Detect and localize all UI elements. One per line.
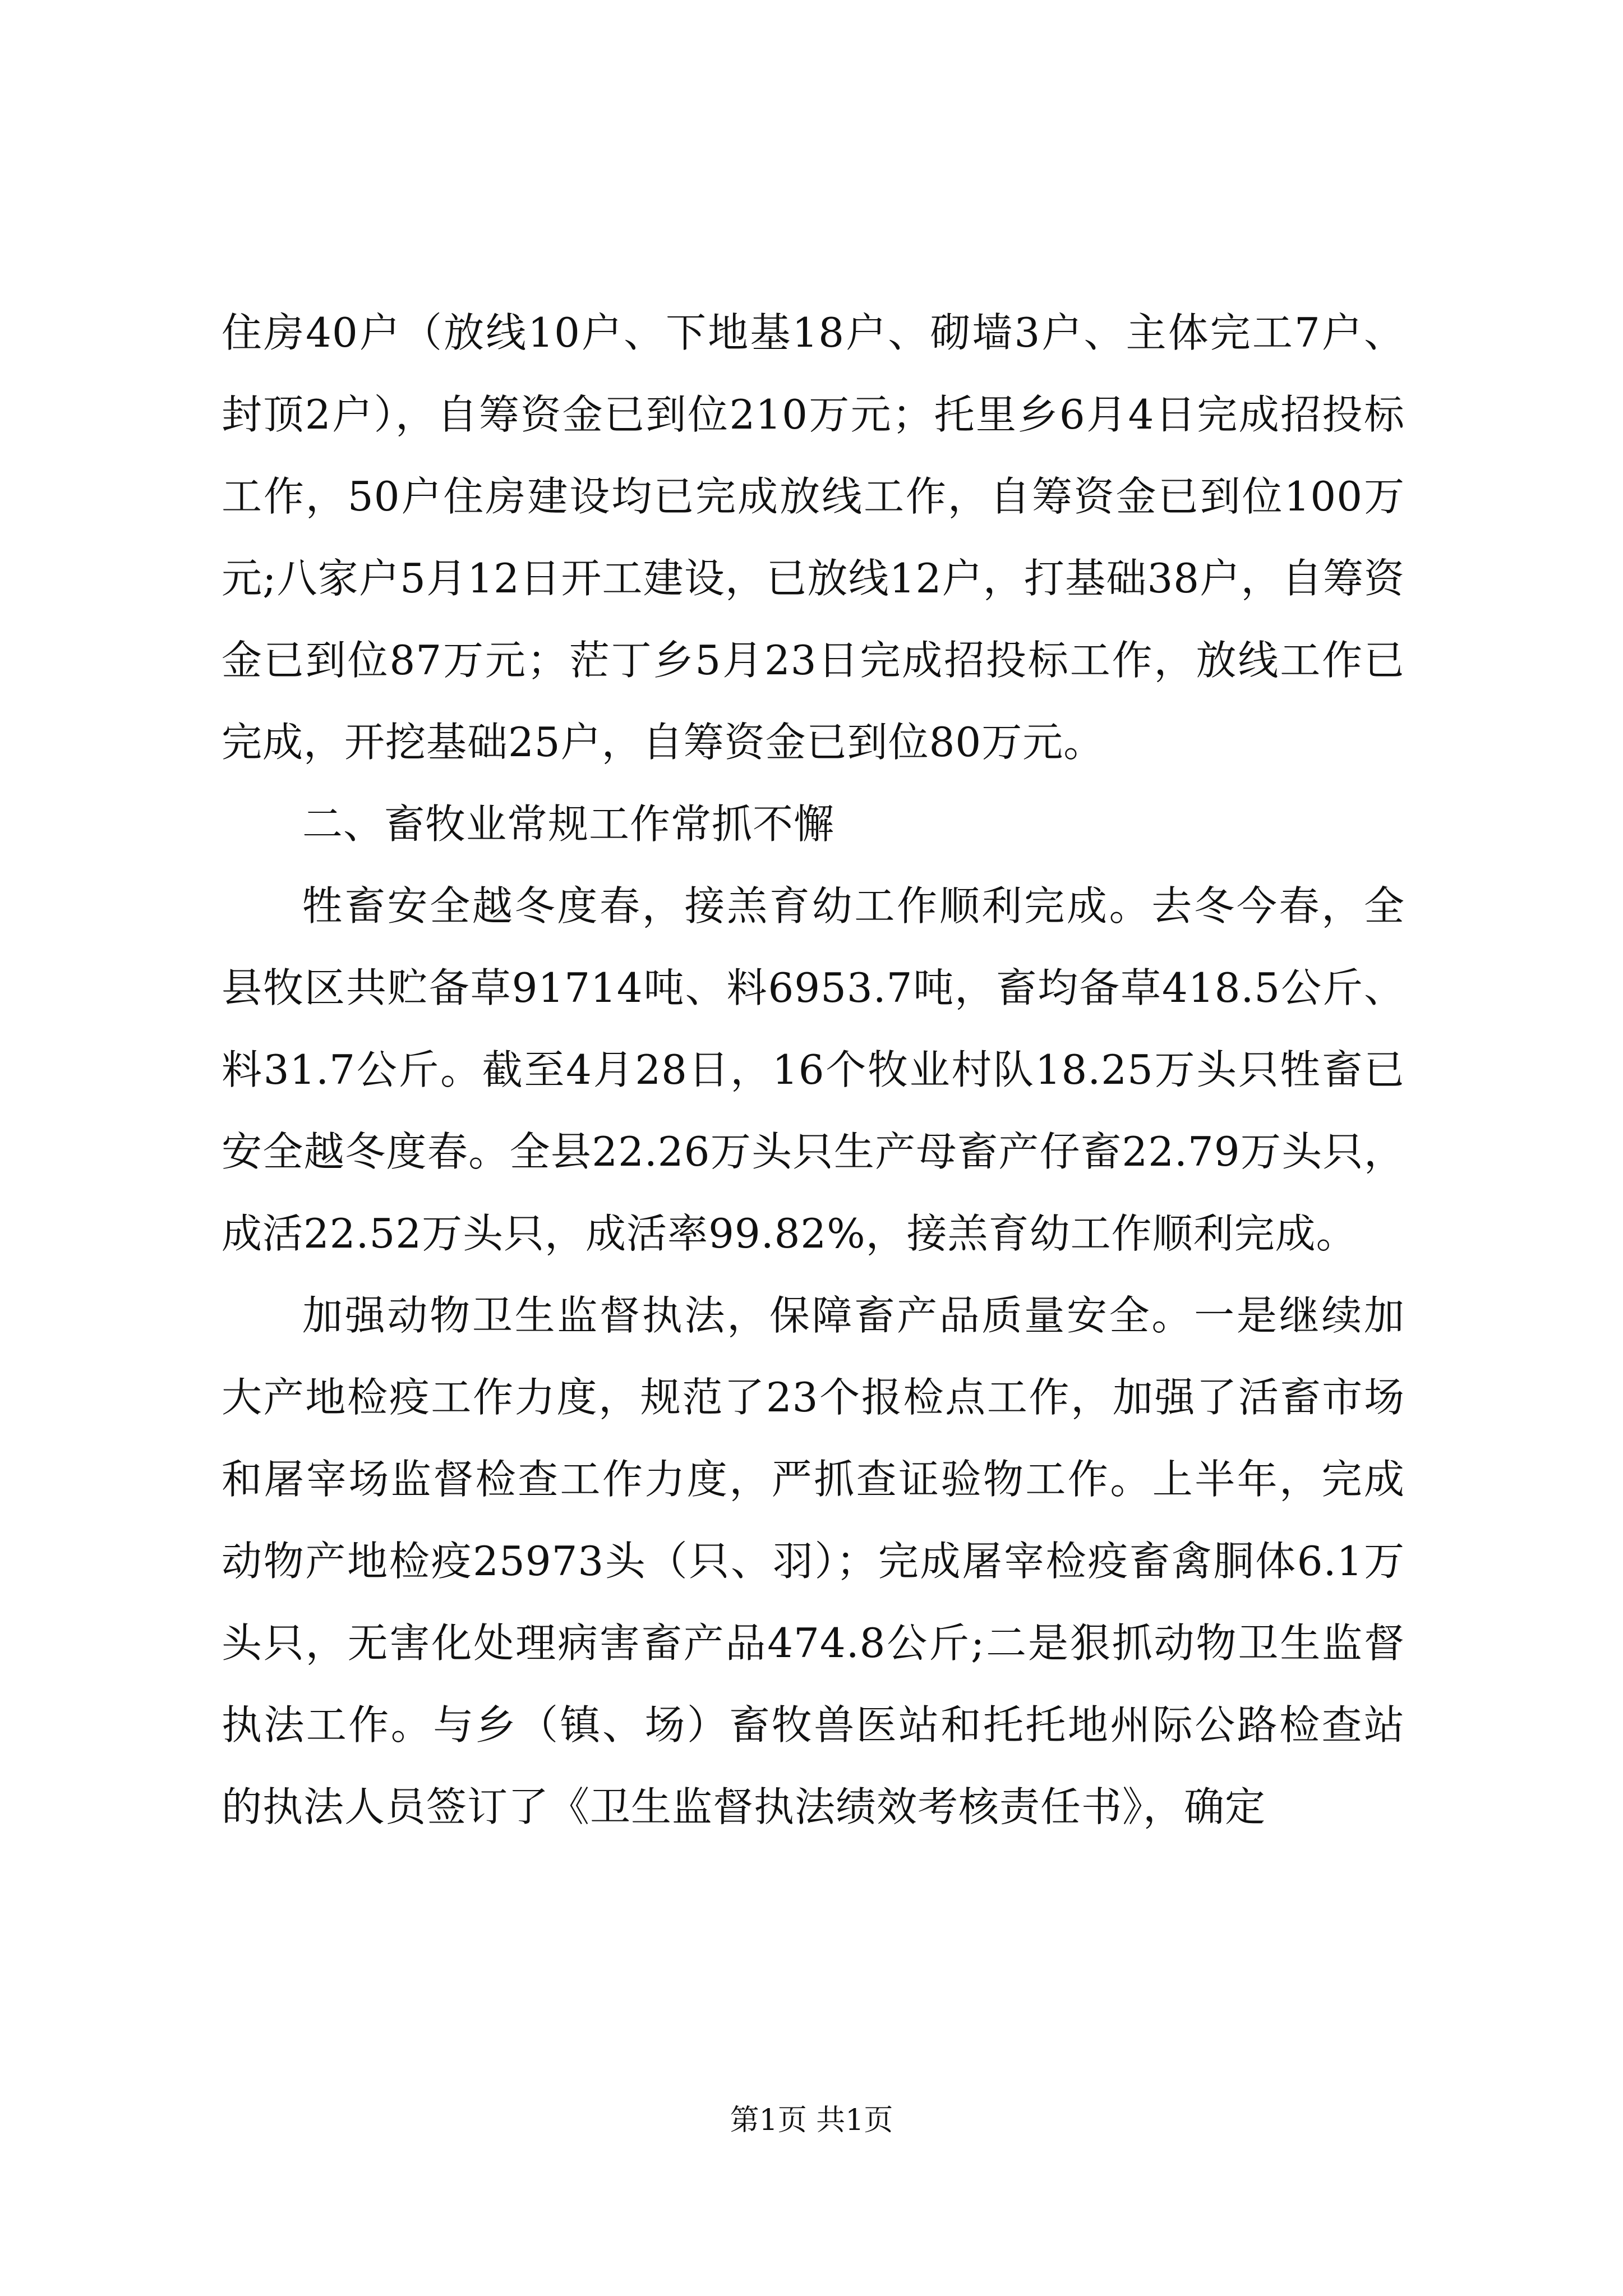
document-body: [222, 292, 1405, 1848]
section-heading: 二、畜牧业常规工作常抓不懈: [302, 800, 835, 848]
page-footer: 第1页 共1页: [730, 2104, 893, 2137]
paragraph-continuation: 住房40户（放线10户、下地基18户、砌墙3户、主体完工7户、封顶2户），自筹资金已到位210万元；托里乡6月4日完成招投标工作，50户住房建设均已完成放线工作，自筹资金已到位100万元;八家户5月12日开工建设，已放线12户，打基础38户，自筹资金已到位87万元；茫丁乡5月23日完成招投标工作，放线工作已完成，开挖基础25户，自筹资金已到位80万元。: [222, 309, 1405, 766]
paragraph-livestock-winter: 牲畜安全越冬度春，接羔育幼工作顺利完成。去冬今春，全县牧区共贮备草91714吨、料6953.7吨，畜均备草418.5公斤、料31.7公斤。截至4月28日，16个牧业村队18.25万头只牲畜已安全越冬度春。全县22.26万头只生产母畜产仔畜22.79万头只，成活22.52万头只，成活率99.82%，接羔育幼工作顺利完成。: [222, 882, 1405, 1257]
paragraph-animal-health-supervision: 加强动物卫生监督执法，保障畜产品质量安全。一是继续加大产地检疫工作力度，规范了23个报检点工作，加强了活畜市场和屠宰场监督检查工作力度，严抓查证验物工作。上半年，完成动物产地检疫25973头（只、羽）；完成屠宰检疫畜禽胴体6.1万头只，无害化处理病害畜产品474.8公斤;二是狠抓动物卫生监督执法工作。与乡（镇、场）畜牧兽医站和托托地州际公路检查站的执法人员签订了《卫生监督执法绩效考核责任书》，确定: [222, 1292, 1405, 1830]
